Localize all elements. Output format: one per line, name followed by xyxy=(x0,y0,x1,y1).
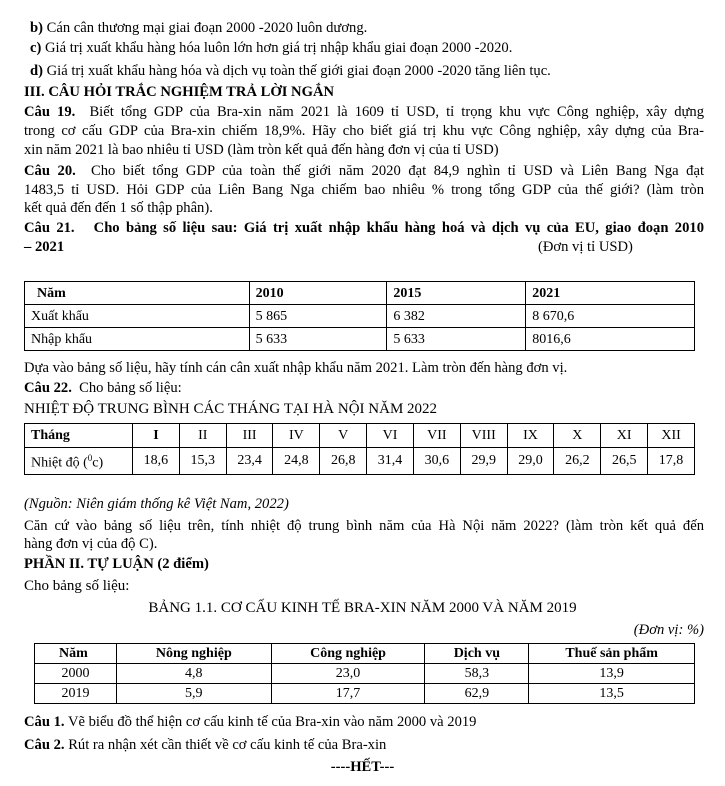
month-header: X xyxy=(554,424,601,448)
q22-row-label xyxy=(25,448,133,475)
q19-line1 xyxy=(24,104,704,121)
option-d-letter: d) xyxy=(30,63,43,79)
q19-label: Câu 19. xyxy=(24,104,76,120)
part2-q2 xyxy=(24,737,386,754)
part2-title: PHẦN II. TỰ LUẬN (2 điểm) xyxy=(24,556,209,572)
table-cell: 13,5 xyxy=(529,684,695,704)
q21-title-text: Cho bảng số liệu sau: Giá trị xuất nhập khẩu hàng hoá và dịch vụ của EU, giao đoạn 2010 xyxy=(93,220,704,236)
temperature-cell: 18,6 xyxy=(133,448,180,475)
month-header: XII xyxy=(648,424,695,448)
q19-line3: xin năm 2021 là bao nhiêu tỉ USD (làm tròn kết quả đến hàng đơn vị của tỉ USD) xyxy=(24,142,499,158)
month-header: VIII xyxy=(460,424,507,448)
q21-title-line1 xyxy=(24,220,704,237)
option-d-text: Giá trị xuất khẩu hàng hóa và dịch vụ toàn thế giới giai đoạn 2000 -2020 tăng liên tục. xyxy=(46,63,551,79)
q22-table xyxy=(24,423,695,475)
q20-label: Câu 20. xyxy=(24,163,76,179)
temperature-cell: 31,4 xyxy=(367,448,414,475)
table-row xyxy=(25,448,695,475)
part2-header-dich-vu: Dịch vụ xyxy=(425,644,529,664)
part2-header-thue: Thuế sản phẩm xyxy=(529,644,695,664)
option-b xyxy=(30,20,367,37)
table-row xyxy=(35,664,695,684)
table-cell: 13,9 xyxy=(529,664,695,684)
table-cell: Xuất khẩu xyxy=(25,305,250,328)
temperature-cell: 29,0 xyxy=(507,448,554,475)
table-cell: 5 633 xyxy=(249,328,387,351)
row-label-prefix: Nhiệt độ ( xyxy=(31,455,88,471)
table-row xyxy=(25,328,695,351)
month-header: IV xyxy=(273,424,320,448)
table-cell: 2019 xyxy=(35,684,117,704)
part2-header-nong-nghiep: Nông nghiệp xyxy=(116,644,271,664)
table-row xyxy=(35,684,695,704)
q22-question-line1: Căn cứ vào bảng số liệu trên, tính nhiệt độ trung bình năm của Hà Nội năm 2022? (làm tròn kết quả đến xyxy=(24,518,704,534)
month-header: VI xyxy=(367,424,414,448)
part2-table-title: BẢNG 1.1. CƠ CẤU KINH TẾ BRA-XIN NĂM 2000 VÀ NĂM 2019 xyxy=(148,600,577,616)
q20-text-1: Cho biết tổng GDP của toàn thế giới năm 2020 đạt 84,9 nghìn tỉ USD và Liên Bang Nga đạt xyxy=(90,163,705,179)
part2-header-cong-nghiep: Công nghiệp xyxy=(271,644,425,664)
month-header: IX xyxy=(507,424,554,448)
end-mark: ----HẾT--- xyxy=(330,759,395,775)
q21-label: Câu 21. xyxy=(24,220,75,236)
q21-header-2010: 2010 xyxy=(249,282,387,305)
table-cell: 6 382 xyxy=(387,305,526,328)
q21-unit: (Đơn vị tỉ USD) xyxy=(538,239,633,255)
q19-text-1: Biết tổng GDP của Bra-xin năm 2021 là 1609 tỉ USD, tỉ trọng khu vực Công nghiệp, xây dựng xyxy=(89,104,705,120)
q20-line3: kết quả đến đến 1 số thập phân). xyxy=(24,200,213,216)
row-label-suffix: c) xyxy=(92,455,104,471)
table-cell: 62,9 xyxy=(425,684,529,704)
temperature-cell: 29,9 xyxy=(460,448,507,475)
month-header: VII xyxy=(413,424,460,448)
temperature-cell: 26,8 xyxy=(320,448,367,475)
q21-header-nam: Năm xyxy=(25,282,250,305)
degree-sup: 0 xyxy=(87,453,93,463)
q21-header-2015: 2015 xyxy=(387,282,526,305)
option-b-text: Cán cân thương mại giai đoạn 2000 -2020 luôn dương. xyxy=(46,20,368,36)
part2-header-nam: Năm xyxy=(35,644,117,664)
month-header: III xyxy=(226,424,273,448)
part2-q1 xyxy=(24,714,476,731)
option-c xyxy=(30,40,512,57)
q20-line1 xyxy=(24,163,704,180)
table-cell: 17,7 xyxy=(271,684,425,704)
part2-intro: Cho bảng số liệu: xyxy=(24,578,130,594)
part2-q1-text: Vẽ biểu đồ thể hiện cơ cấu kinh tế của Bra-xin vào năm 2000 và 2019 xyxy=(67,714,477,730)
table-cell: 8016,6 xyxy=(526,328,695,351)
temperature-cell: 23,4 xyxy=(226,448,273,475)
table-cell: 4,8 xyxy=(116,664,271,684)
month-header: II xyxy=(179,424,226,448)
q21-table xyxy=(24,281,695,351)
q22-source: (Nguồn: Niên giám thống kê Việt Nam, 2022) xyxy=(24,496,289,512)
temperature-cell: 24,8 xyxy=(273,448,320,475)
q20-line2: 1483,5 tỉ USD. Hỏi GDP của Liên Bang Nga chiếm bao nhiêu % trong tổng GDP của thế giới? (làm tròn xyxy=(24,182,704,198)
table-cell: 58,3 xyxy=(425,664,529,684)
table-row xyxy=(25,424,695,448)
temperature-cell: 26,5 xyxy=(601,448,648,475)
month-header: V xyxy=(320,424,367,448)
temperature-cell: 26,2 xyxy=(554,448,601,475)
q22-intro: Cho bảng số liệu: xyxy=(79,380,182,396)
table-cell: 5,9 xyxy=(116,684,271,704)
option-b-letter: b) xyxy=(30,20,43,36)
q21-header-2021: 2021 xyxy=(526,282,695,305)
section-3-title: III. CÂU HỎI TRẮC NGHIỆM TRẢ LỜI NGẮN xyxy=(24,84,335,100)
option-d xyxy=(30,63,551,80)
table-cell: 23,0 xyxy=(271,664,425,684)
table-cell: 5 865 xyxy=(249,305,387,328)
month-header: I xyxy=(133,424,180,448)
option-c-letter: c) xyxy=(30,40,42,56)
part2-q2-label: Câu 2. xyxy=(24,737,65,753)
month-header: XI xyxy=(601,424,648,448)
part2-table xyxy=(34,643,695,704)
q22-label: Câu 22. xyxy=(24,380,72,396)
q22-header-thang: Tháng xyxy=(25,424,133,448)
temperature-cell: 30,6 xyxy=(413,448,460,475)
table-row xyxy=(35,644,695,664)
table-row xyxy=(25,305,695,328)
table-cell: Nhập khẩu xyxy=(25,328,250,351)
q21-title-line2: – 2021 xyxy=(24,239,65,255)
table-cell: 8 670,6 xyxy=(526,305,695,328)
q22-table-title: NHIỆT ĐỘ TRUNG BÌNH CÁC THÁNG TẠI HÀ NỘI NĂM 2022 xyxy=(24,401,438,417)
temperature-cell: 17,8 xyxy=(648,448,695,475)
q19-line2: trong cơ cấu GDP của Bra-xin chiếm 18,9%. Hãy cho biết giá trị khu vực Công nghiệp, xây dựng của Bra- xyxy=(24,123,704,139)
table-row xyxy=(25,282,695,305)
table-cell: 5 633 xyxy=(387,328,526,351)
part2-unit: (Đơn vị: %) xyxy=(633,622,704,638)
q22-question-line2: hàng đơn vị của độ C). xyxy=(24,536,158,552)
option-c-text: Giá trị xuất khẩu hàng hóa luôn lớn hơn giá trị nhập khẩu giai đoạn 2000 -2020. xyxy=(45,40,513,56)
table-cell: 2000 xyxy=(35,664,117,684)
q21-question: Dựa vào bảng số liệu, hãy tính cán cân xuất nhập khẩu năm 2021. Làm tròn đến hàng đơn vị. xyxy=(24,360,568,376)
temperature-cell: 15,3 xyxy=(179,448,226,475)
part2-q2-text: Rút ra nhận xét cần thiết về cơ cấu kinh tế của Bra-xin xyxy=(68,737,387,753)
q22-intro-line xyxy=(24,380,182,397)
part2-q1-label: Câu 1. xyxy=(24,714,65,730)
